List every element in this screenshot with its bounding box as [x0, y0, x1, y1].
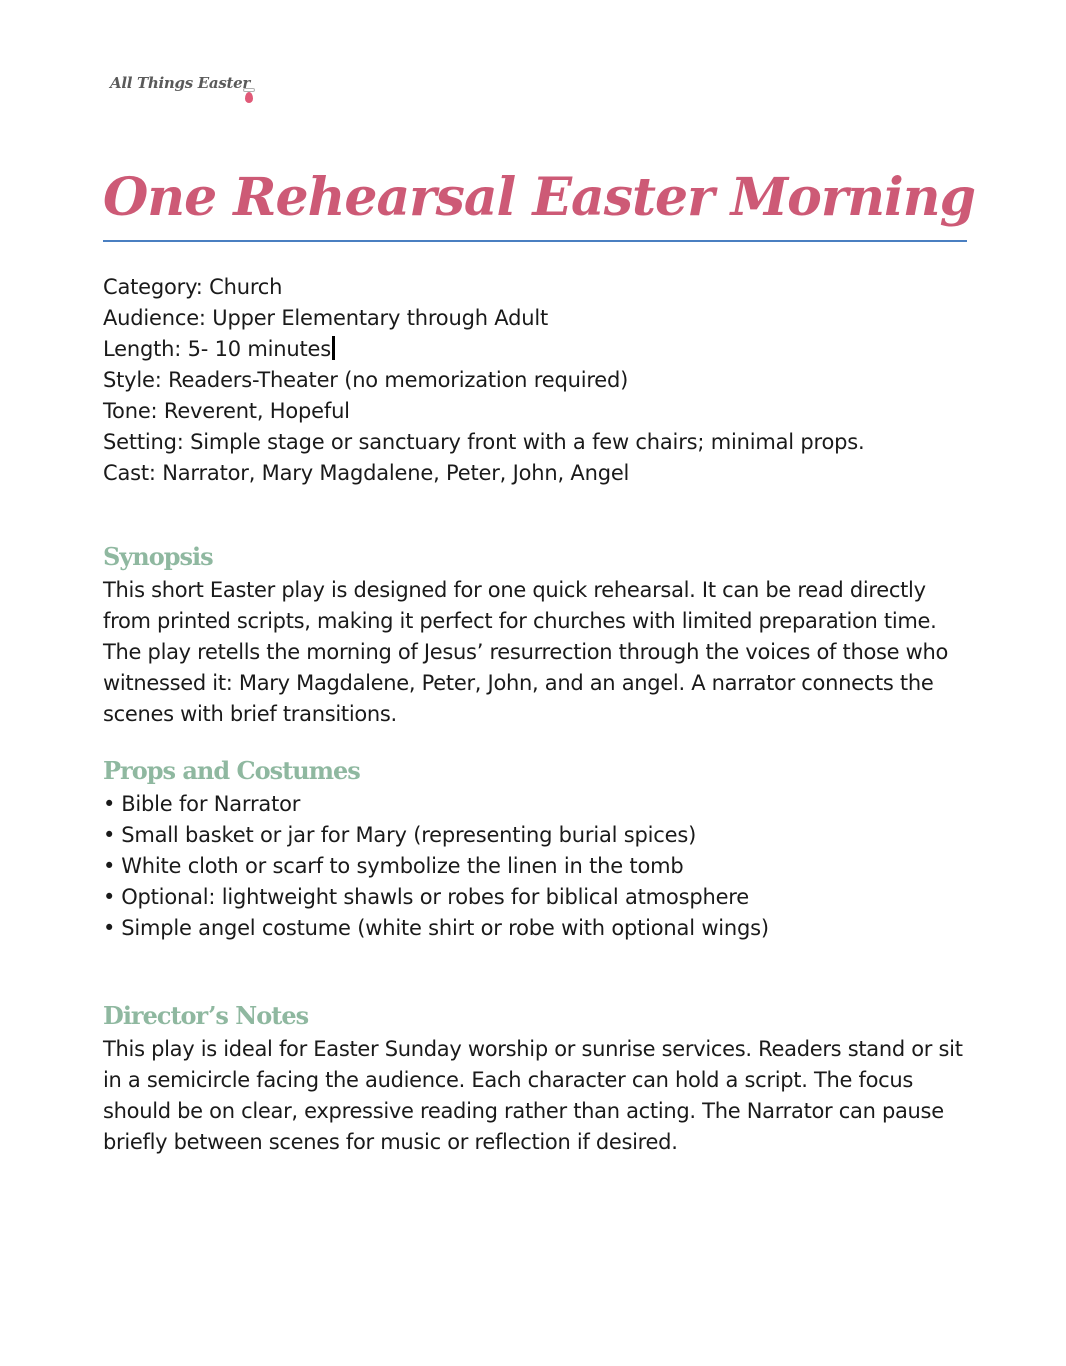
site-logo — [110, 70, 270, 110]
logo-text: All Things Easter — [110, 74, 250, 92]
bullet-icon: • — [103, 854, 116, 878]
easter-egg-icon — [245, 92, 253, 103]
props-list — [103, 789, 967, 944]
bullet-icon: • — [103, 916, 116, 940]
title-divider — [103, 240, 967, 242]
meta-style: Style: Readers-Theater (no memorization required) — [103, 368, 629, 392]
list-item: • Simple angel costume (white shirt or robe with optional wings) — [103, 913, 967, 944]
props-section — [103, 755, 967, 944]
bullet-icon: • — [103, 792, 116, 816]
list-item: • Optional: lightweight shawls or robes for biblical atmosphere — [103, 882, 967, 913]
play-metadata — [103, 272, 967, 489]
directors-notes-heading: Director’s Notes — [103, 1001, 309, 1030]
directors-notes-body: This play is ideal for Easter Sunday worship or sunrise services. Readers stand or sit in a semicircle facing the audience. Each character can hold a script. The focus should be on clear, expressive reading rather than acting. The Narrator can pause briefly between scenes for music or reflection if desired. — [103, 1037, 963, 1154]
synopsis-section — [103, 541, 967, 730]
props-heading: Props and Costumes — [103, 756, 360, 785]
meta-category: Category: Church — [103, 275, 283, 299]
bullet-icon: • — [103, 885, 116, 909]
meta-tone: Tone: Reverent, Hopeful — [103, 399, 350, 423]
list-item: • Small basket or jar for Mary (representing burial spices) — [103, 820, 967, 851]
directors-notes-section — [103, 1000, 967, 1158]
bullet-icon: • — [103, 823, 116, 847]
meta-length[interactable] — [103, 334, 967, 365]
meta-audience: Audience: Upper Elementary through Adult — [103, 306, 548, 330]
page-title: One Rehearsal Easter Morning — [103, 167, 975, 228]
synopsis-heading: Synopsis — [103, 542, 213, 571]
list-item: • Bible for Narrator — [103, 789, 967, 820]
meta-cast: Cast: Narrator, Mary Magdalene, Peter, John, Angel — [103, 461, 630, 485]
list-item: • White cloth or scarf to symbolize the linen in the tomb — [103, 851, 967, 882]
text-cursor — [332, 336, 335, 360]
meta-length-text: Length: 5- 10 minutes — [103, 337, 331, 361]
synopsis-body: This short Easter play is designed for one quick rehearsal. It can be read directly from printed scripts, making it perfect for churches with limited preparation time. The play retells the morning of Jesus’ resurrection through the voices of those who witnessed it: Mary Magdalene, Peter, John, and an angel. A narrator connects the scenes with brief transitions. — [103, 578, 949, 726]
meta-setting: Setting: Simple stage or sanctuary front with a few chairs; minimal props. — [103, 430, 865, 454]
